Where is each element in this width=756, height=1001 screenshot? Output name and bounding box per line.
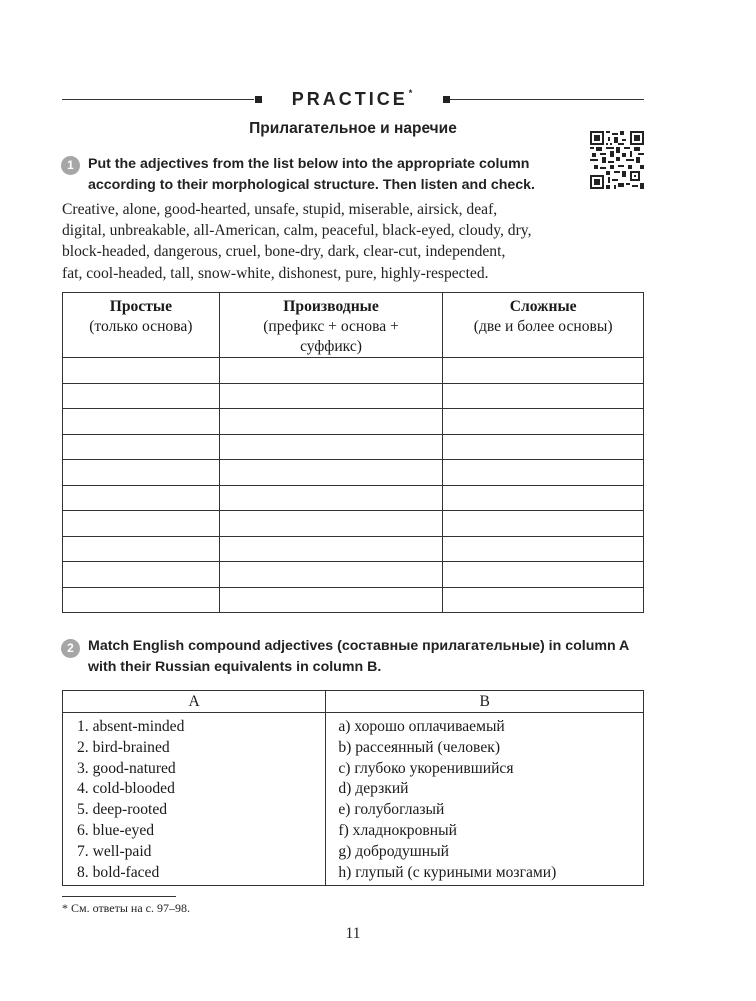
section-header: [62, 88, 644, 112]
table-row: [63, 409, 644, 435]
table-row: [63, 460, 644, 486]
answer-cell[interactable]: [63, 358, 220, 384]
word-list-line: Creative, alone, good-hearted, unsafe, stupid, miserable, airsick, deaf,: [62, 201, 498, 218]
answer-cell[interactable]: [443, 536, 644, 562]
list-item: 6. blue-eyed: [77, 821, 155, 839]
list-item: e) голубоглазый: [338, 801, 445, 819]
instruction-line: Match English compound adjectives (составные прилагательные) in column A: [88, 638, 630, 654]
answer-cell[interactable]: [443, 460, 644, 486]
table-row: [63, 434, 644, 460]
answer-cell[interactable]: [219, 536, 443, 562]
answer-cell[interactable]: [443, 587, 644, 613]
task-number-badge: 1: [61, 156, 80, 175]
header-rule-left: [62, 99, 254, 100]
list-item: f) хладнокровный: [338, 821, 457, 839]
instruction-line: Put the adjectives from the list below into the appropriate column: [88, 156, 530, 172]
answer-cell[interactable]: [63, 434, 220, 460]
answer-cell[interactable]: [63, 485, 220, 511]
column-header-b: B: [326, 691, 644, 713]
answer-cell[interactable]: [219, 409, 443, 435]
table-row: [63, 587, 644, 613]
answer-cell[interactable]: [219, 383, 443, 409]
column-header-simple: Простые (только основа): [63, 293, 220, 358]
answer-cell[interactable]: [443, 358, 644, 384]
header-square-right: [443, 96, 450, 103]
list-item: 3. good-natured: [77, 759, 176, 777]
list-item: 4. cold-blooded: [77, 780, 175, 798]
matching-table: [62, 690, 644, 886]
list-item: 2. bird-brained: [77, 738, 170, 756]
answer-cell[interactable]: [63, 511, 220, 537]
answer-cell[interactable]: [443, 409, 644, 435]
header-square-left: [255, 96, 262, 103]
title-footnote-mark: *: [408, 88, 413, 98]
answer-cell[interactable]: [219, 562, 443, 588]
page-number: 11: [345, 925, 361, 942]
task-number-badge: 2: [61, 639, 80, 658]
table-body-row: [63, 713, 644, 886]
answer-cell[interactable]: [443, 511, 644, 537]
answer-cell[interactable]: [63, 383, 220, 409]
answer-cell[interactable]: [443, 485, 644, 511]
answer-cell[interactable]: [443, 383, 644, 409]
column-header-derived: Производные (префикс + основа + суффикс): [219, 293, 443, 358]
table-row: [63, 511, 644, 537]
list-item: 5. deep-rooted: [77, 801, 168, 819]
list-item: a) хорошо оплачиваемый: [338, 718, 505, 735]
column-a-list: [63, 713, 326, 886]
list-item: 8. bold-faced: [77, 863, 160, 881]
list-item: h) глупый (с куриными мозгами): [338, 863, 557, 881]
answer-cell[interactable]: [219, 587, 443, 613]
list-item: c) глубоко укоренившийся: [338, 759, 514, 777]
answer-cell[interactable]: [219, 485, 443, 511]
table-row: [63, 358, 644, 384]
table-row: [63, 536, 644, 562]
instruction-line: with their Russian equivalents in column B.: [88, 659, 382, 675]
answer-cell[interactable]: [63, 409, 220, 435]
classification-table: [62, 292, 644, 613]
answer-cell[interactable]: [443, 434, 644, 460]
word-list-line: block-headed, dangerous, cruel, bone-dry, dark, clear-cut, independent,: [62, 243, 506, 261]
answer-cell[interactable]: [219, 434, 443, 460]
answer-cell[interactable]: [63, 536, 220, 562]
list-item: 1. absent-minded: [77, 718, 185, 735]
table-header-row: [63, 293, 644, 358]
list-item: g) добродушный: [338, 842, 449, 860]
answer-cell[interactable]: [63, 587, 220, 613]
answer-cell[interactable]: [219, 511, 443, 537]
section-title: PRACTICE*: [291, 88, 413, 109]
answer-cell[interactable]: [219, 358, 443, 384]
footnote: * См. ответы на с. 97–98.: [62, 901, 190, 915]
table-row: [63, 562, 644, 588]
answer-cell[interactable]: [63, 562, 220, 588]
table-header-row: [63, 691, 644, 713]
adjective-word-list: [62, 199, 652, 284]
qr-code-icon[interactable]: [590, 131, 644, 189]
word-list-line: digital, unbreakable, all-American, calm, peaceful, black-eyed, cloudy, dry,: [62, 222, 532, 240]
table-row: [63, 485, 644, 511]
list-item: 7. well-paid: [77, 842, 152, 860]
column-b-list: [326, 713, 644, 886]
instruction-line: according to their morphological structure. Then listen and check.: [88, 177, 535, 193]
word-list-line: fat, cool-headed, tall, snow-white, dishonest, pure, highly-respected.: [62, 264, 489, 282]
answer-cell[interactable]: [63, 460, 220, 486]
list-item: d) дерзкий: [338, 780, 409, 798]
header-rule-right: [450, 99, 644, 100]
answer-cell[interactable]: [443, 562, 644, 588]
column-header-a: A: [63, 691, 326, 713]
answer-cell[interactable]: [219, 460, 443, 486]
task-instructions: [88, 636, 629, 678]
list-item: b) рассеянный (человек): [338, 738, 501, 756]
task-instructions: [88, 154, 535, 196]
column-header-compound: Сложные (две и более основы): [443, 293, 644, 358]
page-subtitle: Прилагательное и наречие: [249, 120, 457, 137]
table-row: [63, 383, 644, 409]
footnote-divider: [62, 896, 176, 897]
